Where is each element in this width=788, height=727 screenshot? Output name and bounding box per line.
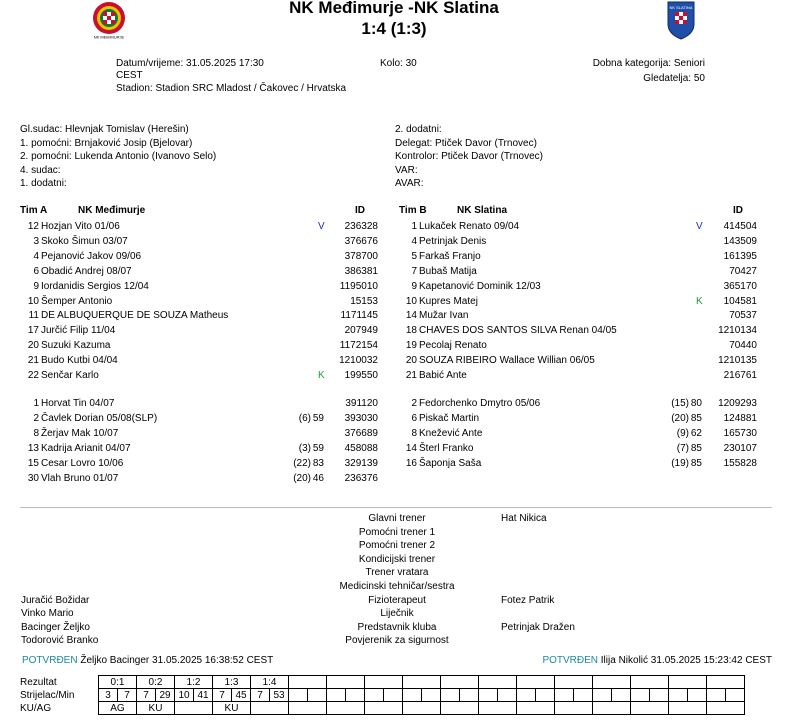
player-number: 9: [33, 280, 39, 292]
player-number: 10: [405, 295, 417, 307]
player-row: [398, 265, 757, 279]
result-table: [20, 675, 745, 715]
player-row: [398, 324, 757, 338]
player-name: SOUZA RIBEIRO Wallace Willian 06/05: [419, 355, 595, 367]
sub-row: [398, 457, 757, 471]
sub-replaced: (19): [671, 457, 689, 469]
player-number: 9: [411, 280, 417, 292]
player-name: Knežević Ante: [419, 427, 483, 439]
sub-minute: 80: [690, 398, 702, 409]
sub-row: [398, 412, 757, 426]
player-id: 393030: [344, 412, 378, 424]
player-number: 1: [33, 398, 39, 409]
kuag-cell: [631, 702, 669, 715]
player-number: 8: [33, 427, 39, 439]
scorer-number-cell: [403, 689, 422, 702]
player-row: [398, 220, 757, 234]
player-number: 4: [33, 250, 39, 262]
player-number: 11: [28, 310, 39, 322]
player-name: Obadić Andrej 08/07: [41, 265, 132, 277]
home-staff-name: Todorović Branko: [21, 635, 99, 647]
player-id: 70427: [729, 265, 757, 277]
team-b-name: NK Slatina: [457, 205, 508, 216]
player-name: Piskač Martin: [419, 412, 480, 424]
sub-minute: 85: [690, 442, 702, 454]
result-score-cell: [669, 676, 707, 689]
staff-role: Medicinski tehničar/sestra: [339, 581, 455, 592]
kuag-cell: [403, 702, 441, 715]
player-row: [20, 295, 378, 309]
scorer-number-cell: [555, 689, 574, 702]
match-score: 1:4 (1:3): [361, 19, 427, 38]
sub-minute: 83: [312, 457, 324, 469]
scorer-number-cell: 10: [175, 689, 194, 702]
player-number: 6: [411, 412, 417, 424]
official-left: 2. pomoćni: Lukenda Antonio (Ivanovo Selo): [20, 151, 217, 162]
player-name: Kapetanović Dominik 12/03: [419, 280, 541, 292]
player-name: Hozjan Vito 01/06: [41, 221, 120, 232]
scorer-number-cell: 7: [137, 689, 156, 702]
scorer-minute-cell: [688, 689, 707, 702]
scorer-minute-cell: [384, 689, 403, 702]
player-number: 17: [27, 325, 39, 337]
team-a-name: NK Međimurje: [78, 205, 146, 216]
player-id: 165730: [723, 427, 757, 439]
scorer-minute-cell: 7: [118, 689, 137, 702]
kuag-cell: KU: [213, 702, 251, 715]
result-score-cell: [365, 676, 403, 689]
team-a-label: Tim A: [20, 205, 48, 216]
kuag-cell: [517, 702, 555, 715]
player-id: 414504: [723, 221, 757, 232]
scorer-number-cell: [631, 689, 650, 702]
player-name: Jurčić Filip 11/04: [41, 325, 116, 337]
player-number: 18: [405, 325, 417, 337]
scorer-number-cell: [517, 689, 536, 702]
sub-replaced: (9): [676, 427, 689, 439]
scorer-minute-cell: 45: [232, 689, 251, 702]
official-right: AVAR:: [395, 178, 424, 189]
player-id: 386381: [344, 265, 378, 277]
player-name: Mužar Ivan: [419, 310, 469, 322]
player-number: 14: [405, 442, 417, 454]
scorer-minute-cell: [536, 689, 555, 702]
player-id: 124881: [723, 412, 757, 424]
player-name: Vlah Bruno 01/07: [41, 472, 119, 484]
kuag-cell: KU: [137, 702, 175, 715]
player-number: 14: [405, 310, 417, 322]
player-id: 1172154: [339, 340, 378, 352]
player-id: 70537: [729, 310, 757, 322]
staff-role: Predstavnik kluba: [357, 621, 437, 633]
sub-minute: 85: [690, 412, 702, 424]
sub-replaced: (3): [298, 442, 311, 454]
kuag-cell: [365, 702, 403, 715]
match-datetime: Datum/vrijeme: 31.05.2025 17:30: [116, 58, 264, 69]
result-score-cell: [403, 676, 441, 689]
player-id: 1210135: [718, 355, 757, 367]
player-name: Babić Ante: [419, 370, 467, 381]
svg-text:NK MEĐIMURJE: NK MEĐIMURJE: [93, 34, 125, 40]
player-row: [398, 280, 757, 294]
player-name: Pejanović Jakov 09/06: [41, 250, 142, 262]
away-confirmation-text: Ilija Nikolić 31.05.2025 15:23:42 CEST: [600, 655, 772, 666]
staff-role: Kondicijski trener: [358, 553, 436, 565]
kuag-cell: [593, 702, 631, 715]
player-row: [398, 369, 757, 383]
scorer-minute-cell: 41: [194, 689, 213, 702]
result-row-label: Strijelac/Min: [20, 689, 75, 701]
confirmed-label: POTVRĐEN: [542, 655, 598, 666]
staff-role: Povjerenik za sigurnost: [345, 635, 449, 647]
scorer-number-cell: [365, 689, 384, 702]
match-stadium: Stadion: Stadion SRC Mladost / Čakovec / Hrvatska: [116, 83, 347, 94]
player-number: 22: [27, 370, 39, 381]
sub-row: [20, 427, 378, 441]
scorer-minute-cell: 29: [156, 689, 175, 702]
scorer-minute-cell: [346, 689, 365, 702]
result-table-row: [20, 676, 745, 689]
result-score-cell: 1:4: [251, 676, 289, 689]
result-score-cell: [593, 676, 631, 689]
player-row: [398, 339, 757, 353]
official-left: 4. sudac:: [20, 164, 61, 176]
team-b-label: Tim B: [399, 205, 427, 216]
sub-row: [398, 427, 757, 441]
kuag-cell: [251, 702, 289, 715]
player-number: 1: [411, 221, 417, 232]
player-id: 329139: [344, 457, 378, 469]
kuag-cell: [479, 702, 517, 715]
match-title: NK Međimurje -NK Slatina: [289, 0, 499, 17]
player-id: 199550: [344, 370, 378, 381]
scorer-number-cell: [593, 689, 612, 702]
result-score-cell: [631, 676, 669, 689]
player-number: 3: [33, 235, 39, 247]
result-score-cell: [479, 676, 517, 689]
staff-role: Liječnik: [380, 608, 414, 620]
player-name: Senčar Karlo: [41, 370, 99, 381]
captain-mark: K: [318, 370, 325, 381]
official-left: Gl.sudac: Hlevnjak Tomislav (Herešin): [20, 124, 189, 135]
player-name: Cesar Lovro 10/06: [41, 457, 124, 469]
sub-row: [20, 442, 378, 456]
player-id: 1210134: [718, 325, 757, 337]
player-id: 236376: [344, 472, 378, 484]
player-row: [20, 309, 378, 323]
sub-replaced: (7): [676, 442, 689, 454]
kuag-cell: [707, 702, 745, 715]
player-id: 1210032: [339, 355, 378, 367]
sub-replaced: (20): [293, 472, 311, 484]
official-left: 1. pomoćni: Brnjaković Josip (Bjelovar): [20, 137, 193, 149]
player-row: [20, 339, 378, 353]
player-row: [20, 250, 378, 264]
attendance: Gledatelja: 50: [643, 73, 705, 84]
result-table-row: [20, 702, 745, 715]
player-name: Farkaš Franjo: [419, 250, 481, 262]
kuag-cell: [289, 702, 327, 715]
player-row: [398, 354, 757, 368]
player-name: Iordanidis Sergios 12/04: [41, 280, 149, 292]
player-number: 13: [27, 442, 39, 454]
player-number: 10: [27, 295, 39, 307]
player-name: CHAVES DOS SANTOS SILVA Renan 04/05: [419, 325, 617, 337]
player-id: 458088: [344, 442, 378, 454]
scorer-minute-cell: [422, 689, 441, 702]
home-staff-name: Juračić Božidar: [21, 594, 90, 606]
scorer-number-cell: [707, 689, 726, 702]
scorer-number-cell: [327, 689, 346, 702]
scorer-minute-cell: [308, 689, 327, 702]
player-name: DE ALBUQUERQUE DE SOUZA Matheus: [41, 310, 229, 322]
player-name: Bubaš Matija: [419, 265, 477, 277]
away-staff-name: Fotez Patrik: [501, 594, 555, 606]
kuag-cell: AG: [99, 702, 137, 715]
player-row: [398, 295, 757, 309]
player-id: 378700: [344, 250, 378, 262]
result-score-cell: 1:2: [175, 676, 213, 689]
player-id: 1195010: [339, 280, 378, 292]
scorer-minute-cell: [726, 689, 745, 702]
home-staff-name: Vinko Mario: [21, 608, 74, 620]
official-right: 2. dodatni:: [395, 124, 442, 135]
player-name: Petrinjak Denis: [419, 235, 487, 247]
staff-role: Trener vratara: [365, 567, 429, 579]
sub-row: [398, 442, 757, 456]
player-id: 391120: [345, 398, 378, 409]
player-row: [398, 250, 757, 264]
player-id: 1209293: [718, 398, 757, 409]
player-row: [20, 369, 378, 383]
player-row: [398, 309, 757, 323]
away-confirmation: [542, 655, 772, 666]
player-name: Skoko Šimun 03/07: [41, 235, 128, 247]
player-id: 216761: [723, 370, 757, 381]
sub-minute: 85: [690, 457, 702, 469]
player-number: 20: [405, 355, 417, 367]
staff-role: Pomoćni trener 1: [358, 526, 436, 538]
home-confirmation-text: Željko Bacinger 31.05.2025 16:38:52 CEST: [80, 655, 274, 666]
player-number: 19: [405, 340, 417, 352]
player-id: 143509: [723, 235, 757, 247]
staff-role: Fizioterapeut: [368, 594, 426, 606]
player-number: 7: [411, 265, 417, 277]
scorer-number-cell: [289, 689, 308, 702]
player-id: 230107: [723, 442, 757, 454]
sub-replaced: (6): [298, 412, 311, 424]
player-name: Šterl Franko: [419, 442, 474, 454]
scorer-minute-cell: [650, 689, 669, 702]
player-id: 365170: [723, 280, 757, 292]
player-row: [20, 220, 378, 234]
sub-row: [20, 457, 378, 471]
official-right: VAR:: [395, 164, 418, 176]
svg-text:NK SLATINA: NK SLATINA: [669, 5, 693, 10]
team-b-id-header: ID: [733, 205, 743, 216]
player-name: Budo Kutbi 04/04: [41, 355, 118, 367]
player-name: Kadrija Arianit 04/07: [41, 442, 131, 454]
result-score-cell: [441, 676, 479, 689]
scorer-minute-cell: [460, 689, 479, 702]
goalkeeper-mark: V: [318, 221, 325, 232]
sub-row: [20, 397, 378, 411]
scorer-number-cell: 7: [251, 689, 270, 702]
official-left: 1. dodatni:: [20, 178, 67, 189]
player-name: Kupres Matej: [419, 295, 478, 307]
divider: [20, 507, 772, 508]
away-staff-name: Hat Nikica: [501, 513, 547, 524]
player-id: 155828: [723, 457, 757, 469]
player-name: Čavlek Dorian 05/08(SLP): [41, 412, 158, 424]
player-name: Horvat Tin 04/07: [41, 398, 115, 409]
scorer-minute-cell: [612, 689, 631, 702]
away-staff-name: Petrinjak Dražen: [501, 621, 575, 633]
player-number: 16: [405, 457, 417, 469]
sub-minute: 59: [312, 442, 324, 454]
result-score-cell: [707, 676, 745, 689]
player-number: 5: [411, 250, 417, 262]
staff-role: Glavni trener: [368, 513, 426, 524]
player-id: 15153: [350, 295, 378, 307]
result-row-label: KU/AG: [20, 702, 52, 714]
kuag-cell: [669, 702, 707, 715]
scorer-minute-cell: [498, 689, 517, 702]
player-number: 30: [27, 472, 39, 484]
player-name: Žerjav Mak 10/07: [41, 427, 119, 439]
player-row: [20, 354, 378, 368]
scorer-number-cell: 7: [213, 689, 232, 702]
staff-role: Pomoćni trener 2: [358, 540, 436, 552]
player-number: 21: [27, 355, 39, 367]
result-score-cell: [555, 676, 593, 689]
player-id: 376676: [344, 235, 378, 247]
match-round: Kolo: 30: [380, 58, 417, 69]
kuag-cell: [327, 702, 365, 715]
result-score-cell: 0:1: [99, 676, 137, 689]
goalkeeper-mark: V: [696, 221, 703, 232]
player-number: 4: [411, 235, 417, 247]
home-confirmation: [22, 655, 273, 666]
kuag-cell: [175, 702, 213, 715]
captain-mark: K: [696, 295, 703, 307]
player-number: 6: [33, 265, 39, 277]
sub-row: [398, 397, 757, 411]
result-score-cell: [517, 676, 555, 689]
player-name: Šemper Antonio: [41, 295, 113, 307]
sub-row: [20, 472, 378, 486]
scorer-minute-cell: [574, 689, 593, 702]
result-table-row: [20, 689, 745, 702]
player-number: 15: [27, 457, 39, 469]
player-id: 1171145: [340, 310, 378, 322]
player-id: 161395: [723, 250, 757, 262]
sub-replaced: (22): [293, 457, 311, 469]
result-score-cell: [289, 676, 327, 689]
scorer-minute-cell: 53: [270, 689, 289, 702]
player-name: Fedorchenko Dmytro 05/06: [419, 398, 541, 409]
kuag-cell: [441, 702, 479, 715]
sub-minute: 59: [312, 412, 324, 424]
player-id: 207949: [344, 325, 378, 337]
player-number: 20: [27, 340, 39, 352]
team-a-id-header: ID: [355, 205, 365, 216]
scorer-number-cell: [669, 689, 688, 702]
result-score-cell: [327, 676, 365, 689]
official-right: Delegat: Ptiček Davor (Trnovec): [395, 137, 537, 149]
player-id: 70440: [729, 340, 757, 352]
scorer-number-cell: [441, 689, 460, 702]
player-name: Lukaček Renato 09/04: [419, 221, 520, 232]
player-row: [20, 265, 378, 279]
player-number: 21: [405, 370, 417, 381]
result-score-cell: 1:3: [213, 676, 251, 689]
result-row-label: Rezultat: [20, 676, 57, 688]
sub-row: [20, 412, 378, 426]
player-number: 2: [411, 398, 417, 409]
home-staff-name: Bacinger Željko: [21, 621, 90, 633]
sub-minute: 62: [690, 427, 702, 439]
player-name: Pecolaj Renato: [419, 340, 487, 352]
player-number: 12: [27, 221, 39, 232]
match-timezone: CEST: [116, 70, 143, 81]
scorer-number-cell: [479, 689, 498, 702]
player-row: [20, 324, 378, 338]
kuag-cell: [555, 702, 593, 715]
player-row: [398, 235, 757, 249]
age-category: Dobna kategorija: Seniori: [592, 58, 705, 69]
player-number: 8: [411, 427, 417, 439]
player-id: 104581: [723, 295, 757, 307]
player-row: [20, 280, 378, 294]
confirmed-label: POTVRĐEN: [22, 655, 78, 666]
player-id: 376689: [344, 427, 378, 439]
result-score-cell: 0:2: [137, 676, 175, 689]
player-name: Šaponja Saša: [419, 457, 482, 469]
scorer-number-cell: 3: [99, 689, 118, 702]
player-id: 236328: [344, 221, 378, 232]
official-right: Kontrolor: Ptiček Davor (Trnovec): [395, 151, 544, 162]
sub-replaced: (20): [671, 412, 689, 424]
sub-replaced: (15): [671, 398, 689, 409]
sub-minute: 46: [312, 472, 324, 484]
player-name: Suzuki Kazuma: [41, 340, 111, 352]
player-number: 2: [33, 412, 39, 424]
player-row: [20, 235, 378, 249]
